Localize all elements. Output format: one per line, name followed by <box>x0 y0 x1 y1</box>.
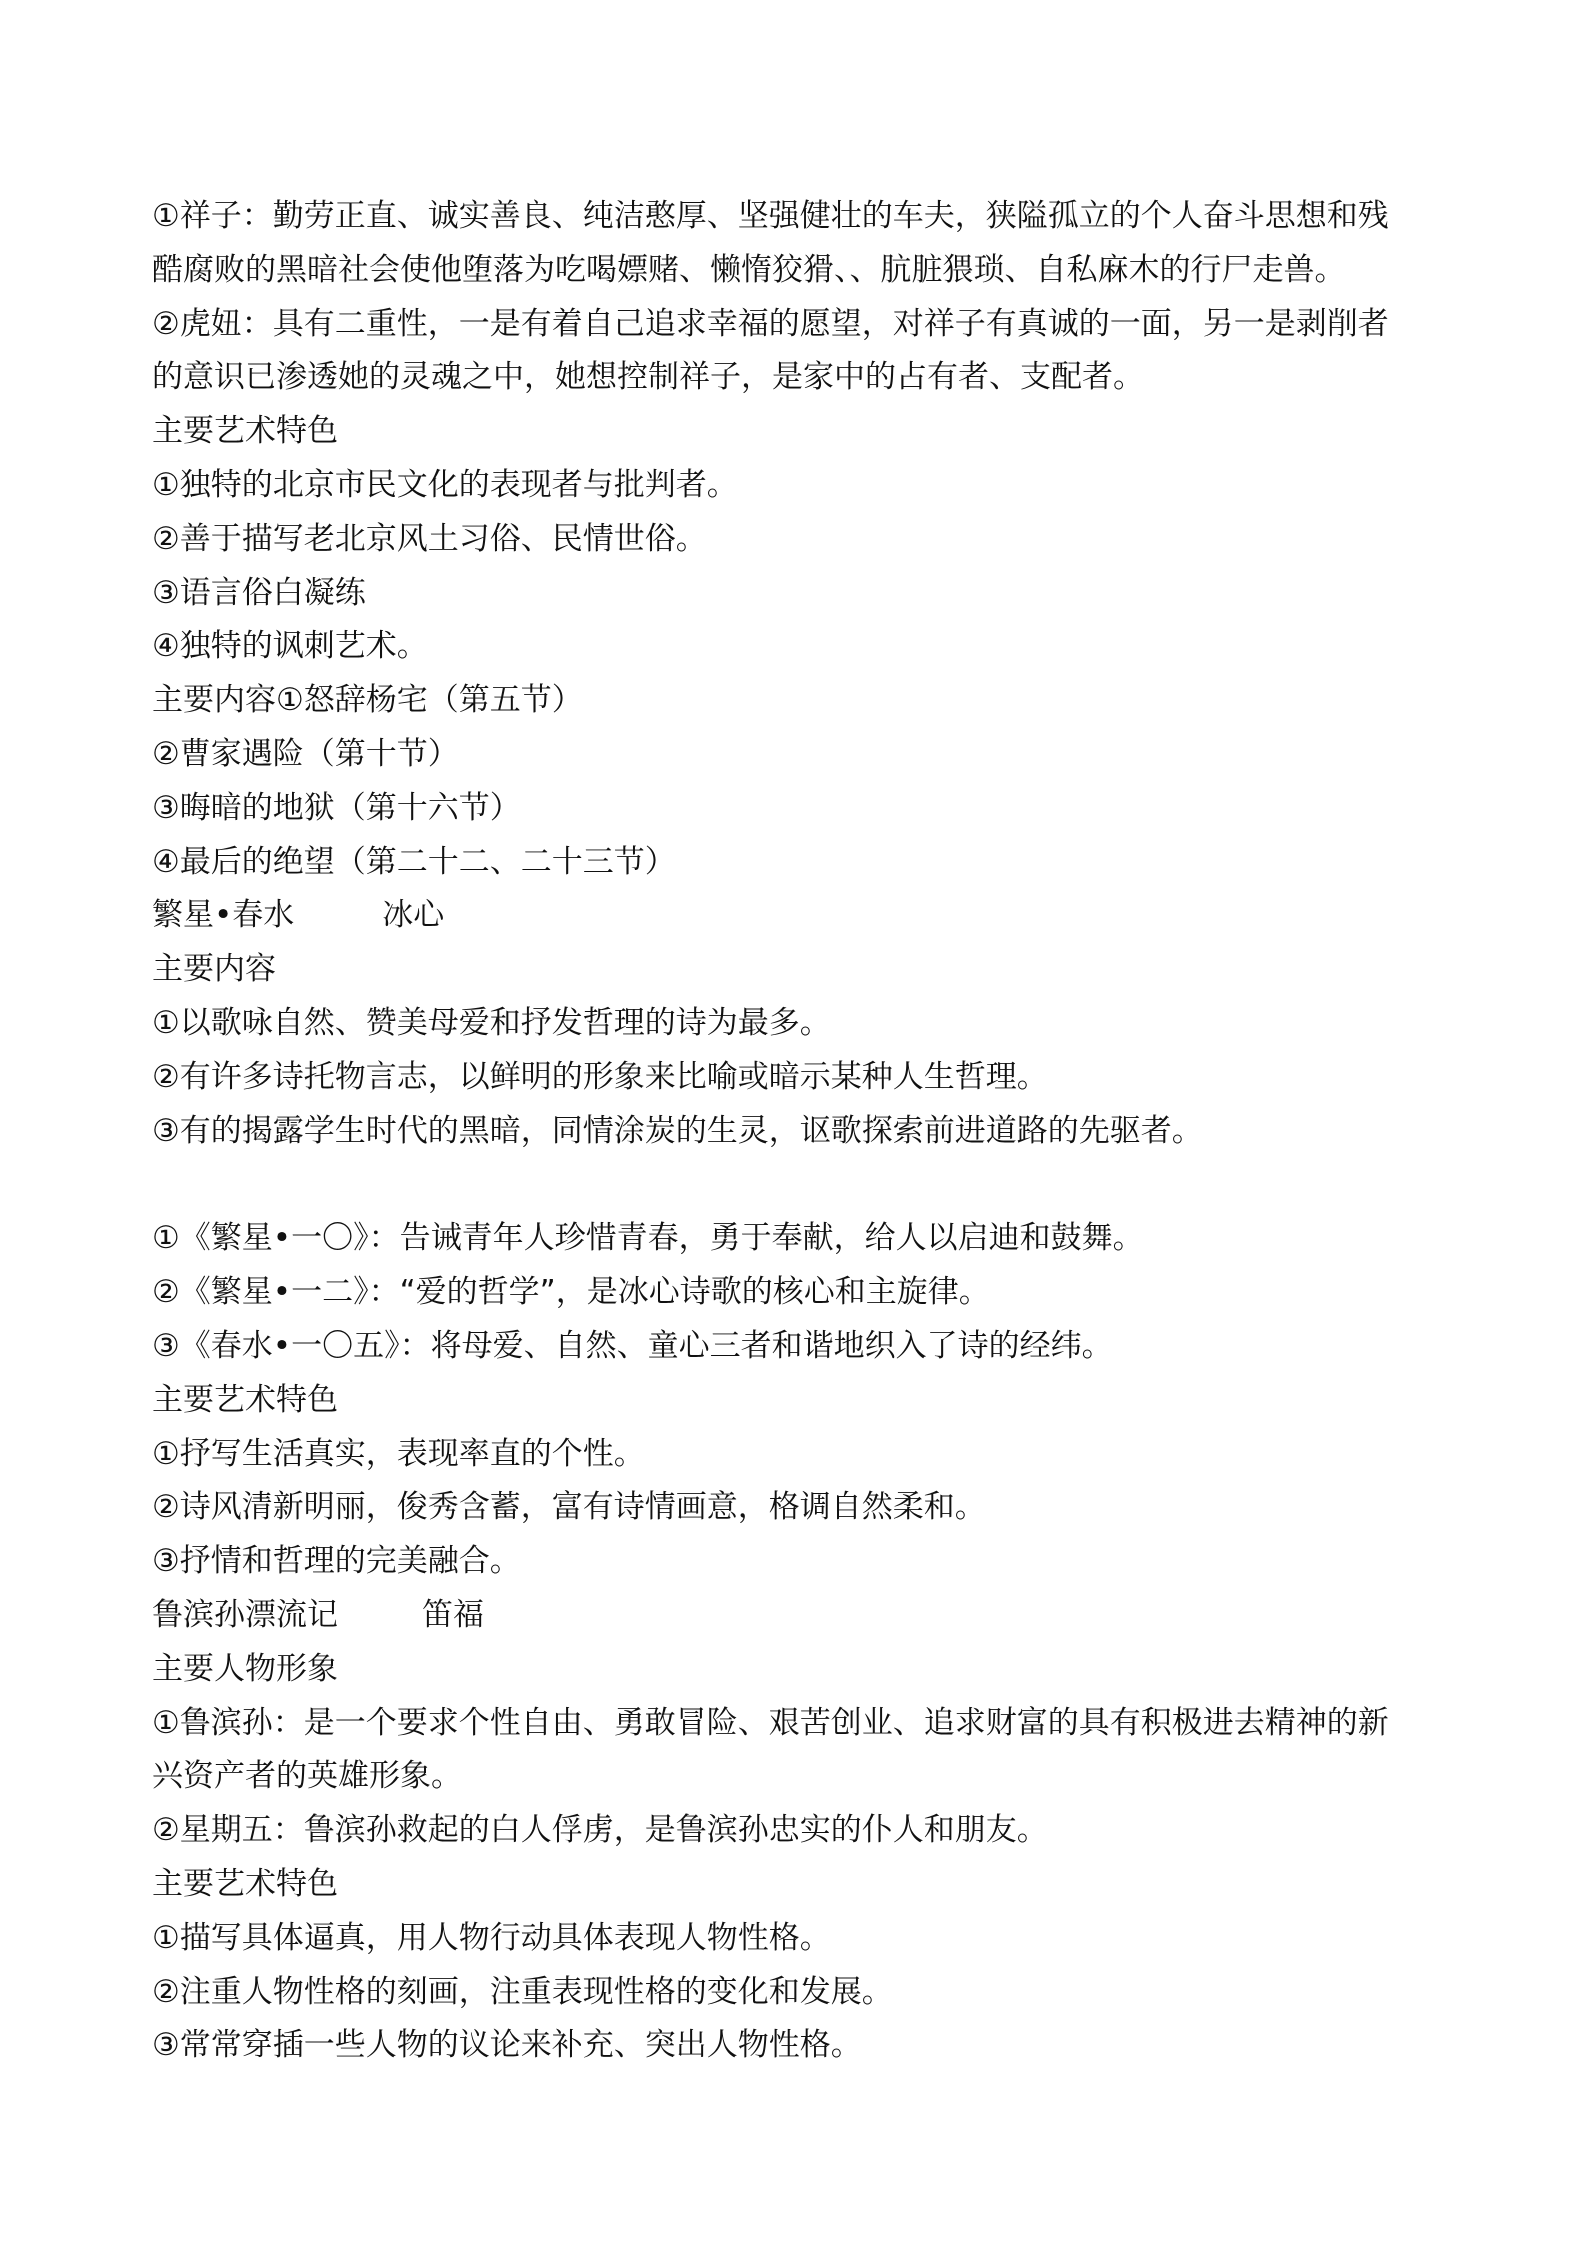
list-item: ②善于描写老北京风土习俗、民情世俗。 <box>152 520 707 557</box>
robinson-char-line: 兴资产者的英雄形象。 <box>152 1758 462 1795</box>
xiangzi-char-line: 酷腐败的黑暗社会使他堕落为吃喝嫖赌、懒惰狡猾、、肮脏猥琐、自私麻木的行尸走兽。 <box>152 251 1346 288</box>
huniu-char-line: ②虎妞：具有二重性，一是有着自己追求幸福的愿望，对祥子有真诚的一面，另一是剥削者 <box>152 305 1389 342</box>
book-title: 繁星•春水 <box>152 897 295 934</box>
list-item: ②注重人物性格的刻画，注重表现性格的变化和发展。 <box>152 1973 893 2010</box>
friday-char-line: ②星期五：鲁滨孙救起的白人俘虏，是鲁滨孙忠实的仆人和朋友。 <box>152 1812 1048 1849</box>
list-item: ③语言俗白凝练 <box>152 574 366 611</box>
document-page <box>152 190 1452 2073</box>
section-heading: 主要艺术特色 <box>152 413 338 450</box>
list-item: ③有的揭露学生时代的黑暗，同情涂炭的生灵，讴歌探索前进道路的先驱者。 <box>152 1112 1203 1149</box>
list-item: ③抒情和哲理的完美融合。 <box>152 1543 521 1580</box>
book-author: 冰心 <box>382 897 445 934</box>
xiangzi-char-line: ①祥子：勤劳正直、诚实善良、纯洁憨厚、坚强健壮的车夫，狭隘孤立的个人奋斗思想和残 <box>152 198 1389 234</box>
book-title: 鲁滨孙漂流记 <box>152 1596 338 1633</box>
list-item: ③晦暗的地狱（第十六节） <box>152 789 521 826</box>
list-item: ①独特的北京市民文化的表现者与批判者。 <box>152 466 738 503</box>
list-item: ②曹家遇险（第十节） <box>152 735 459 772</box>
huniu-char-line: 的意识已渗透她的灵魂之中，她想控制祥子，是家中的占有者、支配者。 <box>152 359 1144 396</box>
list-item: ①抒写生活真实，表现率直的个性。 <box>152 1435 645 1472</box>
list-item: ①《繁星•一〇》：告诫青年人珍惜青春，勇于奉献，给人以启迪和鼓舞。 <box>152 1220 1144 1257</box>
list-item: ③常常穿插一些人物的议论来补充、突出人物性格。 <box>152 2027 862 2064</box>
list-item: ②有许多诗托物言志，以鲜明的形象来比喻或暗示某种人生哲理。 <box>152 1058 1048 1095</box>
section-heading: 主要艺术特色 <box>152 1381 338 1418</box>
blank-line <box>152 1158 1452 1212</box>
book-author: 笛福 <box>422 1596 484 1633</box>
book-title-line <box>152 1589 1452 1643</box>
list-item: ②《繁星•一二》：“爱的哲学”，是冰心诗歌的核心和主旋律。 <box>152 1274 990 1311</box>
list-item: ①以歌咏自然、赞美母爱和抒发哲理的诗为最多。 <box>152 1004 831 1041</box>
section-heading: 主要内容 <box>152 951 276 988</box>
list-item: ①描写具体逼真，用人物行动具体表现人物性格。 <box>152 1919 831 1956</box>
section-heading: 主要艺术特色 <box>152 1865 338 1902</box>
section-heading: 主要人物形象 <box>152 1650 338 1687</box>
list-item: ④独特的讽刺艺术。 <box>152 628 428 665</box>
robinson-char-line: ①鲁滨孙：是一个要求个性自由、勇敢冒险、艰苦创业、追求财富的具有积极进去精神的新 <box>152 1704 1389 1741</box>
list-item: ②诗风清新明丽，俊秀含蓄，富有诗情画意，格调自然柔和。 <box>152 1489 986 1526</box>
list-item: ④最后的绝望（第二十二、二十三节） <box>152 843 676 880</box>
book-title-line <box>152 889 1452 943</box>
list-item: ③《春水•一〇五》：将母爱、自然、童心三者和谐地织入了诗的经纬。 <box>152 1327 1113 1364</box>
list-item: 主要内容①怒辞杨宅（第五节） <box>152 682 583 719</box>
